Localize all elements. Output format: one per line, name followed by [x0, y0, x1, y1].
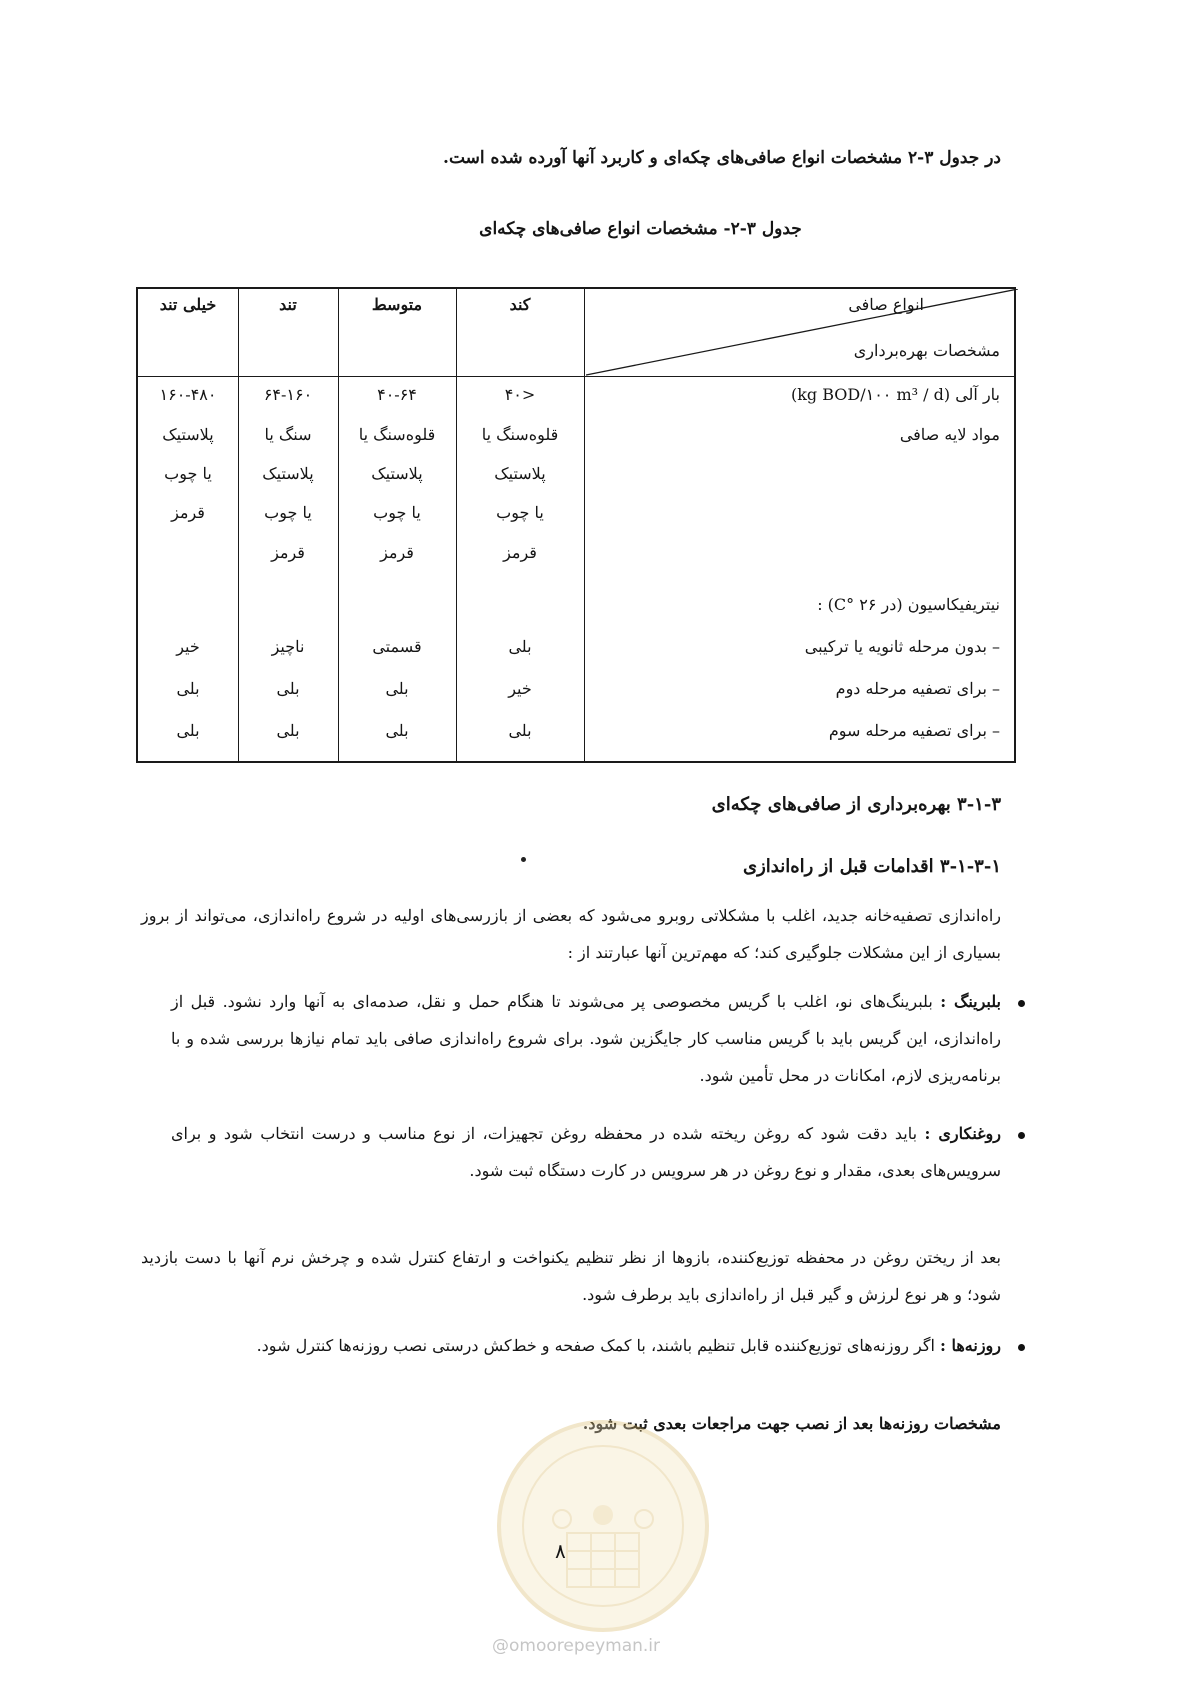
cell-media: سنگ یا	[264, 425, 312, 444]
cell-media: قرمز	[171, 503, 205, 522]
bullet-icon	[1018, 1132, 1025, 1139]
bullet-bearings	[171, 983, 1001, 1094]
bullet-icon	[1018, 1000, 1025, 1007]
bullet-text: اگر روزنه‌های توزیع‌کننده قابل تنظیم باشند، با کمک صفحه و خط‌کش درستی نصب روزنه‌ها کنترل شود.	[256, 1336, 940, 1355]
cell-media: پلاستیک	[262, 464, 314, 483]
cell-load: <۴۰	[504, 385, 536, 404]
cell-load: ۱۶۰-۴۸۰	[159, 385, 217, 404]
paragraph-orifice-specs: مشخصات روزنه‌ها بعد از نصب جهت مراجعات بعدی ثبت شود.	[582, 1414, 1001, 1433]
bullet-text: بلبرینگ‌های نو، اغلب با گریس مخصوصی پر می‌شوند تا هنگام حمل و نقل، صدمه‌ای به آنها وارد نشود. قبل از راه‌اندازی، این گریس باید با گریس مناسب کار جایگزین شود. برای شروع راه‌اندازی صافی باید تمام نیازها بررسی شده و با برنامه‌ریزی لازم، امکانات در محل تأمین شود.	[171, 992, 1001, 1085]
table-caption-text: جدول ۳-۲- مشخصات انواع صافی‌های چکه‌ای	[479, 219, 802, 239]
specs-table	[136, 287, 1016, 763]
row-label-sub: – برای تصفیه مرحله دوم	[835, 679, 1000, 698]
col-header-very-fast: خیلی تند	[159, 295, 217, 314]
cell-nitrif: بلی	[385, 679, 409, 698]
cell-media: پلاستیک	[162, 425, 214, 444]
row-label-sub: – بدون مرحله ثانویه یا ترکیبی	[804, 637, 1000, 656]
cell-media: قرمز	[503, 543, 537, 562]
table-vline	[584, 289, 585, 761]
subsection-heading: ۳-۱-۳-۱ اقدامات قبل از راه‌اندازی	[742, 856, 1001, 877]
cell-nitrif: خیر	[508, 679, 532, 698]
cell-media: پلاستیک	[494, 464, 546, 483]
bullet-text: باید دقت شود که روغن ریخته شده در محفظه روغن تجهیزات، از نوع مناسب و درست انتخاب شود و برای سرویس‌های بعدی، مقدار و نوع روغن در هر سرویس در کارت دستگاه ثبت شود.	[171, 1124, 1001, 1180]
bullet-term: بلبرینگ :	[940, 992, 1002, 1011]
cell-media: یا چوب	[496, 503, 544, 522]
header-specs: مشخصات بهره‌برداری	[853, 341, 1000, 360]
cell-nitrif: بلی	[176, 679, 200, 698]
cell-media: پلاستیک	[371, 464, 423, 483]
cell-nitrif: بلی	[276, 721, 300, 740]
page-number: ۸	[555, 1539, 566, 1563]
cell-load: ۴۰-۶۴	[377, 385, 417, 404]
cell-nitrif: بلی	[508, 721, 532, 740]
section-heading: ۳-۱-۳ بهره‌برداری از صافی‌های چکه‌ای	[711, 794, 1001, 815]
row-label-load: بار آلی (kg BOD/۱۰۰ m³ / d)	[790, 385, 1000, 404]
cell-nitrif: قسمتی	[372, 637, 422, 656]
cell-media: یا چوب	[164, 464, 212, 483]
cell-media: یا چوب	[264, 503, 312, 522]
col-header-fast: تند	[279, 295, 297, 314]
bullet-icon	[1018, 1344, 1025, 1351]
cell-media: قرمز	[271, 543, 305, 562]
cell-media: قلوه‌سنگ یا	[358, 425, 436, 444]
cell-nitrif: خیر	[176, 637, 200, 656]
col-header-slow: کند	[509, 295, 531, 314]
paragraph-distributor: بعد از ریختن روغن در محفظه توزیع‌کننده، بازوها از نظر تنظیم یکنواخت و ارتفاع کنترل شده و چرخش نرم آنها با دست بازدید شود؛ و هر نوع لرزش و گیر قبل از راه‌اندازی باید برطرف شود.	[141, 1248, 1001, 1304]
row-label-media: مواد لایه صافی	[899, 425, 1000, 444]
site-watermark: @omoorepeyman.ir	[492, 1636, 661, 1656]
bullet-term: روغنکاری :	[924, 1124, 1002, 1143]
seal-watermark-icon	[492, 1415, 714, 1637]
bullet-term: روزنه‌ها :	[940, 1336, 1001, 1355]
header-types: انواع صافی	[848, 295, 924, 314]
row-label-nitrification: نیتریفیکاسیون (در ۲۶ °C) :	[817, 595, 1000, 614]
row-label-sub: – برای تصفیه مرحله سوم	[828, 721, 1000, 740]
cell-media: یا چوب	[373, 503, 421, 522]
cell-nitrif: بلی	[276, 679, 300, 698]
cell-nitrif: بلی	[176, 721, 200, 740]
cell-media: قرمز	[380, 543, 414, 562]
cell-nitrif: بلی	[508, 637, 532, 656]
cell-load: ۶۴-۱۶۰	[263, 385, 313, 404]
col-header-medium: متوسط	[371, 295, 423, 314]
table-caption	[0, 219, 1191, 239]
cell-nitrif: بلی	[385, 721, 409, 740]
stray-mark	[521, 857, 526, 862]
bullet-orifices	[171, 1327, 1001, 1364]
paragraph-intro: راه‌اندازی تصفیه‌خانه جدید، اغلب با مشکلاتی روبرو می‌شود که بعضی از بازرسی‌های اولیه در شروع راه‌اندازی، می‌تواند از بروز بسیاری از این مشکلات جلوگیری کند؛ که مهم‌ترین آنها عبارتند از :	[141, 906, 1002, 962]
header-diagonal	[586, 289, 1018, 377]
cell-nitrif: ناچیز	[271, 637, 305, 656]
cell-media: قلوه‌سنگ یا	[481, 425, 559, 444]
intro-sentence: در جدول ۳-۲ مشخصات انواع صافی‌های چکه‌ای و کاربرد آنها آورده شده است.	[443, 148, 1001, 168]
bullet-lubrication	[171, 1115, 1001, 1189]
